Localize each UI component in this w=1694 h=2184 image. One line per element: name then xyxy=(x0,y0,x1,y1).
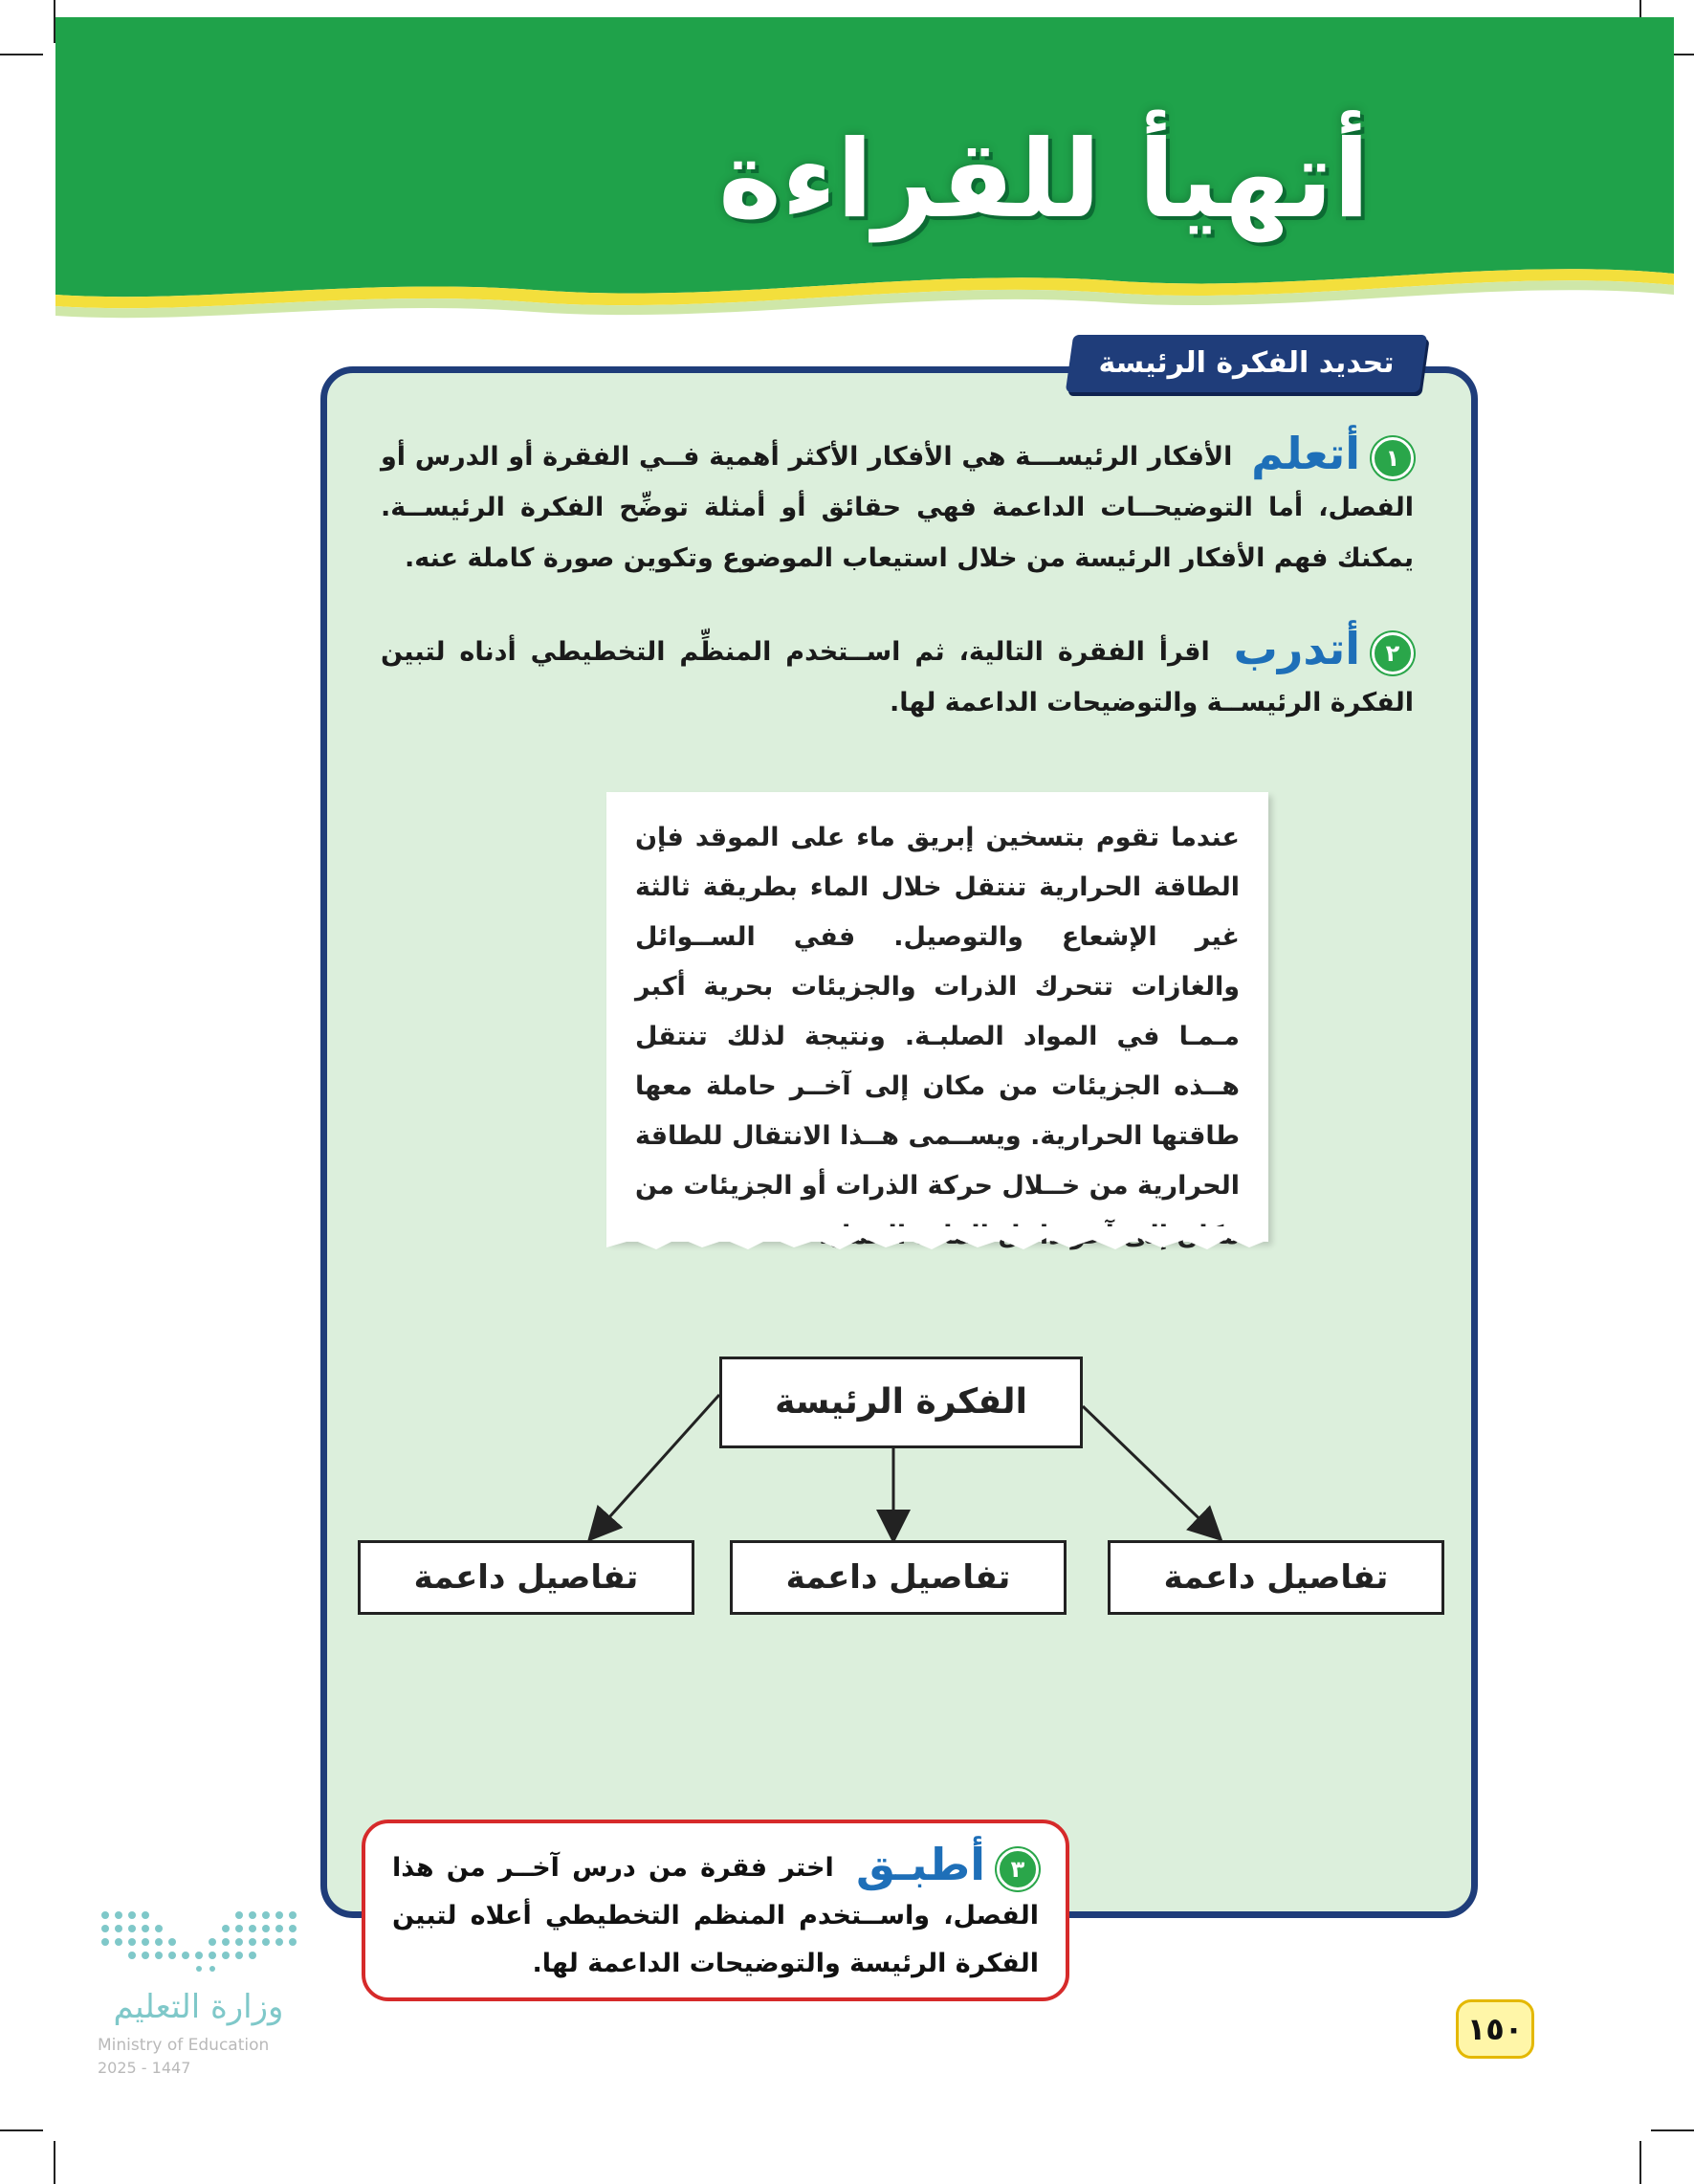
crop-mark xyxy=(1651,2129,1694,2131)
organizer-detail-box: تفاصيل داعمة xyxy=(730,1540,1067,1615)
section-tab-label: تحديد الفكرة الرئيسة xyxy=(1098,346,1395,380)
organizer-detail-box: تفاصيل داعمة xyxy=(358,1540,694,1615)
step-heading: أتعلم xyxy=(1251,428,1360,479)
organizer-main-idea: الفكرة الرئيسة xyxy=(719,1357,1083,1448)
step-number-badge: ٣ xyxy=(997,1848,1039,1890)
logo-year-text: 2025 - 1447 xyxy=(98,2059,191,2077)
step-learn xyxy=(381,429,1414,584)
page-title: أتهيأ للقراءة xyxy=(718,118,1370,242)
crop-mark xyxy=(1639,2141,1641,2184)
section-tab xyxy=(1066,335,1427,392)
step-text: الأفكار الرئيســـة هي الأفكار الأكثر أهمية فــي الفقرة أو الدرس أو الفصل، أما التوضيحــات الداعمة فهي حقائق أو أمثلة توضِّح الفكرة الرئيســة. يمكنك فهم الأفكار الرئيسة من خلال استيعاب الموضوع وتكوين صورة كاملة عنه. xyxy=(381,442,1414,573)
step-practice xyxy=(381,624,1414,728)
logo-arabic-text: وزارة التعليم xyxy=(113,1988,284,2026)
apply-box xyxy=(362,1820,1069,2001)
step-text: اختر فقرة من درس آخــر من هذا الفصل، واســتخدم المنظم التخطيطي أعلاه لتبين الفكرة الرئيسة والتوضيحات الداعمة لها. xyxy=(392,1853,1039,1978)
crop-mark xyxy=(54,2141,55,2184)
page-number: ١٥٠ xyxy=(1456,1999,1534,2059)
step-heading: أطبـق xyxy=(855,1839,985,1890)
reading-paragraph: عندما تقوم بتسخين إبريق ماء على الموقد فإن الطاقة الحرارية تنتقل خلال الماء بطريقة ثالثة غير الإشعاع والتوصيل. ففي الســوائل والغازات تتحرك الذرات والجزيئات بحرية أكبر مـمـا في المواد الصلبـة. ونتيجة لذلك تنتقل هــذه الجزيئات من مكان إلى آخــر حاملة معها طاقتها الحرارية. ويســمى هــذا الانتقال للطاقة الحرارية من خــلال حركة الذرات أو الجزيئات من xyxy=(635,823,1240,1201)
logo-dots-icon xyxy=(96,1904,306,1980)
header-banner xyxy=(55,17,1674,319)
organizer-detail-box: تفاصيل داعمة xyxy=(1108,1540,1444,1615)
logo-english-text: Ministry of Education xyxy=(98,2036,270,2055)
step-number-badge: ٢ xyxy=(1372,632,1414,674)
step-number-badge: ١ xyxy=(1372,437,1414,479)
reading-paragraph-card xyxy=(606,792,1268,1242)
torn-paper-edge xyxy=(606,1226,1276,1255)
crop-mark xyxy=(0,2129,43,2131)
crop-mark xyxy=(0,54,43,55)
step-apply xyxy=(392,1841,1039,1988)
step-heading: أتدرب xyxy=(1233,623,1360,674)
step-text: اقرأ الفقرة التالية، ثم اســتخدم المنظِّم التخطيطي أدناه لتبين الفكرة الرئيســة والتوضيحات الداعمة لها. xyxy=(381,637,1414,717)
